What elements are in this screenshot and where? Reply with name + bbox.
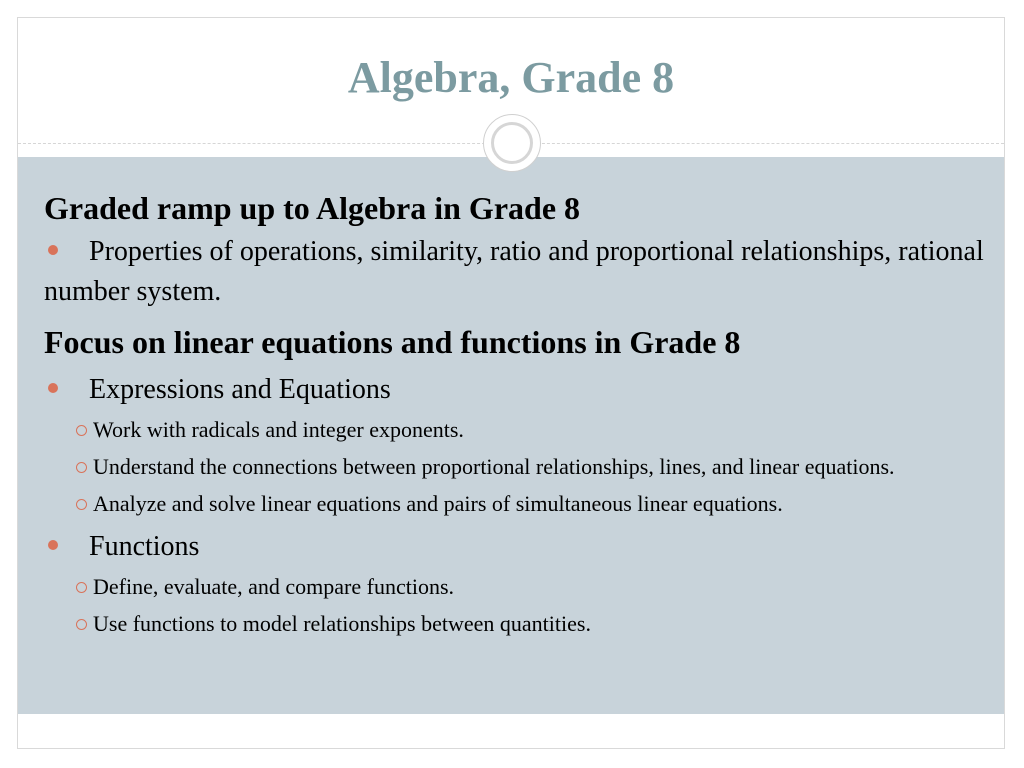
- slide-title: Algebra, Grade 8: [347, 53, 675, 102]
- ring-inner-icon: [491, 122, 533, 164]
- list-item-label: Functions: [89, 531, 200, 562]
- sub-item-text: Use functions to model relationships between quantities.: [93, 611, 591, 636]
- section-heading-focus: Focus on linear equations and functions in Grade 8: [44, 324, 741, 360]
- circle-bullet-icon: [76, 582, 87, 593]
- paragraph-ramp: [44, 232, 989, 312]
- sub-item-text: Understand the connections between proportional relationships, lines, and linear equations.: [93, 454, 895, 479]
- paragraph-ramp-text: Properties of operations, similarity, ratio and proportional relationships, rational number system.: [44, 236, 984, 307]
- bullet-dot-icon: [48, 383, 58, 393]
- sub-item: [74, 608, 989, 639]
- sub-item-text: Analyze and solve linear equations and pairs of simultaneous linear equations.: [93, 491, 783, 516]
- sub-item: [74, 488, 989, 519]
- list-item-label: Expressions and Equations: [89, 374, 391, 405]
- sub-item-text: Work with radicals and integer exponents.: [93, 417, 464, 442]
- sub-item: [74, 451, 989, 482]
- bullet-dot-icon: [48, 245, 58, 255]
- list-item-functions: [44, 529, 989, 565]
- circle-bullet-icon: [76, 462, 87, 473]
- slide-body: [44, 188, 989, 639]
- ring-ornament-icon: [483, 114, 541, 172]
- sub-item: [74, 571, 989, 602]
- circle-bullet-icon: [76, 425, 87, 436]
- list-item-expressions: [44, 372, 989, 408]
- sub-item-text: Define, evaluate, and compare functions.: [93, 574, 455, 599]
- sub-item: [74, 414, 989, 445]
- circle-bullet-icon: [76, 619, 87, 630]
- circle-bullet-icon: [76, 499, 87, 510]
- section-heading-ramp: Graded ramp up to Algebra in Grade 8: [44, 190, 581, 226]
- bullet-dot-icon: [48, 540, 58, 550]
